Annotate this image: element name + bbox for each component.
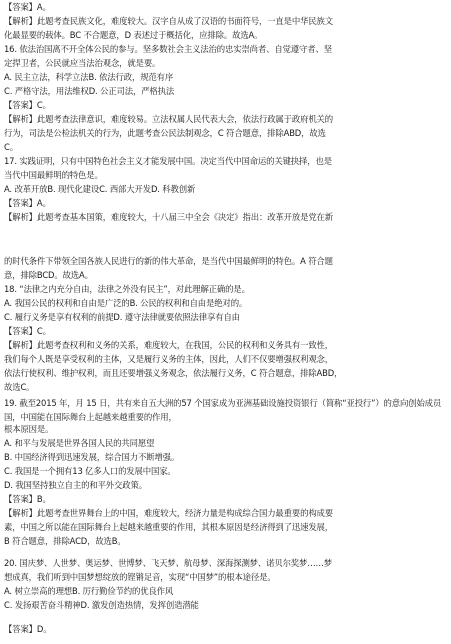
option-line: C. 严格守法，用法维权D. 公正司法，严格执法 [4, 86, 175, 96]
answer-line: 【答案】B。 [4, 494, 51, 504]
analysis-line: 依法行使权利、维护权利，而且还要增强义务观念，依法履行义务，C 符合题意，排除ABD， [4, 368, 343, 378]
question-line: 19. 截至2015 年，月 15 日，共有来自五大洲的57 个国家成为亚洲基础设施投资银行（简称“亚投行”）的意向创始成员国，中国能在国际舞台上起越来越重要的作用， [4, 398, 442, 422]
option-line: A. 民主立法，科学立法B. 依法行政，规范有序 [4, 72, 174, 82]
answer-line: 【答案】A。 [4, 2, 51, 12]
question-line: 17. 实践证明，只有中国特色社会主义才能发展中国。决定当代中国命运的关键抉择，也是 [4, 156, 332, 166]
analysis-line: 【解析】此题考查权利和义务的关系，难度较大，在我国，公民的权利和义务具有一致性， [4, 340, 333, 350]
option-line: A. 和平与发展是世界各国人民的共同愿望 [4, 438, 155, 448]
option-line: C. 履行义务是享有权利的前提D. 遵守法律就要依照法律享有自由 [4, 312, 240, 322]
analysis-line: B 符合题意，排除ACD，故选B。 [4, 536, 126, 546]
question-line: 20. 国庆梦、人世梦、奥运梦、世博梦、飞天梦、航母梦、深海探测梦、诺贝尔奖梦……梦 [4, 558, 332, 568]
option-line: A. 我国公民的权利和自由是广泛的B. 公民的权利和自由是绝对的。 [4, 298, 248, 308]
analysis-line: 的时代条件下带领全国各族人民进行的新的伟大革命，是当代中国最鲜明的特色。A 符合题 [4, 256, 333, 266]
question-line: 定捍卫者，公民就应当法治观念，就是要。 [4, 58, 161, 68]
analysis-line: 故选C。 [4, 382, 35, 392]
analysis-line: 【解析】此题考查基本国策，难度较大，十八届三中全会《决定》指出：改革开放是党在新 [4, 212, 333, 222]
question-line: 想成真，我们听到中国梦想绽放的铿锵足音，实现“中国梦”的根本途径是。 [4, 572, 276, 582]
analysis-line: 素，中国之所以能在国际舞台上起越来越重要的作用，其根本原因是经济得到了迅速发展， [4, 522, 333, 532]
question-line: 根本原因是。 [4, 424, 54, 434]
option-line: C. 发扬艰苦奋斗精神D. 激发创造热情，发挥创造潜能 [4, 600, 199, 610]
answer-line: 【答案】C。 [4, 100, 51, 110]
question-line: 16. 依法治国离不开全体公民的参与。坚多数社会主义法治的忠实崇尚者、自觉遵守者、坚 [4, 44, 332, 54]
answer-line: 【答案】C。 [4, 326, 51, 336]
analysis-line: C。 [4, 142, 18, 152]
analysis-line: 【解析】此题考查民族文化，难度较大。汉字自从成了汉语的书面符号，一直是中华民族文 [4, 16, 333, 26]
analysis-line: 【解析】此题考查世界舞台上的中国，难度较大，经济力量是构成综合国力最重要的构成要 [4, 508, 333, 518]
analysis-line: 行为，司法是公检法机关的行为，此题考查公民法制观念，C 符合题意，排除ABD，故选 [4, 128, 326, 138]
option-line: B. 中国经济得到迅速发展，综合国力不断增强。 [4, 452, 180, 462]
option-line: A. 改革开放B. 现代化建设C. 西部大开发D. 科教创新 [4, 184, 196, 194]
option-line: A. 树立崇高的理想B. 厉行勤俭节约的优良作风 [4, 586, 174, 596]
option-line: C. 我国是一个拥有13 亿多人口的发展中国家。 [4, 466, 176, 476]
answer-line: 【答案】A。 [4, 198, 51, 208]
analysis-line: 【解析】此题考查法律意识，难度较易。立法权属人民代表大会，依法行政属于政府机关的 [4, 114, 333, 124]
analysis-line: 意，排除BCD。故选A。 [4, 270, 93, 280]
answer-line: 【答案】D。 [4, 624, 52, 634]
analysis-line: 化最显要的载体。BC 不合题意，D 表述过于概括化，应排除。故选A。 [4, 30, 263, 40]
analysis-line: 我们每个人既是享受权利的主体，又是履行义务的主体，因此，人们不仅要增强权利观念， [4, 354, 333, 364]
question-line: 当代中国最鲜明的特色是。 [4, 170, 103, 180]
question-line: 18. “法律之内充分自由，法律之外没有民主”，对此理解正确的是。 [4, 284, 250, 294]
option-line: D. 我国坚持独立自主的和平外交政策。 [4, 480, 147, 490]
